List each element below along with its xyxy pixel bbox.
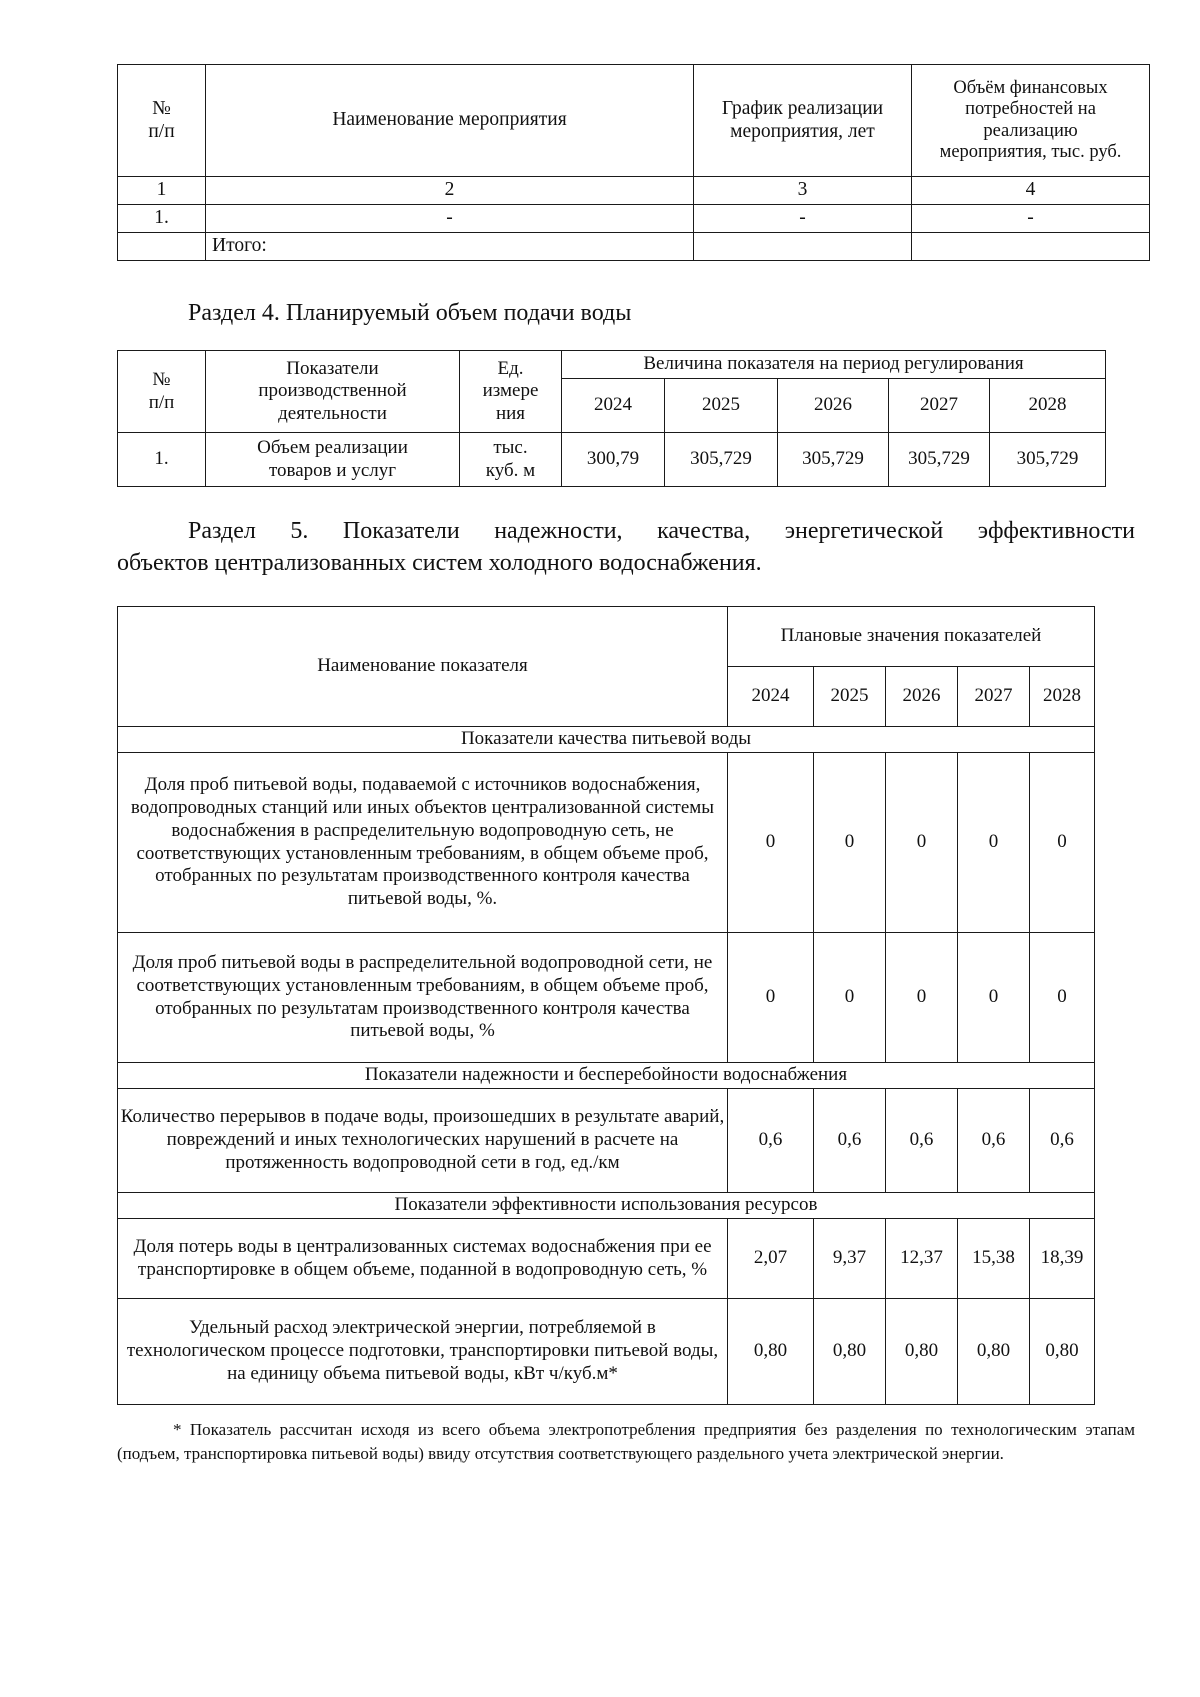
s4-value-2024: 300,79 <box>562 433 665 487</box>
s4-value-2025: 305,729 <box>665 433 778 487</box>
indicator-value: 0 <box>958 753 1030 933</box>
row-finance: - <box>912 205 1150 233</box>
indicator-name: Количество перерывов в подаче воды, произошедших в результате аварий, повреждений и иных технологических нарушений в расчете на протяженность водопроводной сети в год, ед./км <box>118 1089 728 1193</box>
table-row <box>118 1299 1095 1405</box>
indicator-value: 0,6 <box>958 1089 1030 1193</box>
indicator-value: 0 <box>728 753 814 933</box>
s4-row-indicator: Объем реализации товаров и услуг <box>206 433 460 487</box>
measures-table <box>117 64 1150 261</box>
indicator-value: 2,07 <box>728 1219 814 1299</box>
indicator-name: Доля проб питьевой воды, подаваемой с источников водоснабжения, водопроводных станций или иных объектов централизованной системы водоснабжения в распределительную водопроводную сеть, не соответствующих установленным требованиям, в общем объеме проб, отобранных по результатам производственного контроля качества питьевой воды, %. <box>118 753 728 933</box>
indicator-value: 0 <box>1030 753 1095 933</box>
group-title-reliability: Показатели надежности и бесперебойности водоснабжения <box>118 1063 1095 1089</box>
indicator-value: 12,37 <box>886 1219 958 1299</box>
s5-year-2026: 2026 <box>886 667 958 727</box>
s5-year-2024: 2024 <box>728 667 814 727</box>
indicator-value: 0,80 <box>1030 1299 1095 1405</box>
indicator-value: 0 <box>886 753 958 933</box>
indicator-value: 0 <box>958 933 1030 1063</box>
indicators-table <box>117 606 1095 1405</box>
indicator-value: 15,38 <box>958 1219 1030 1299</box>
indicator-value: 0 <box>814 933 886 1063</box>
header-schedule: График реализации мероприятия, лет <box>694 65 912 177</box>
s4-year-2026: 2026 <box>778 379 889 433</box>
indicator-value: 18,39 <box>1030 1219 1095 1299</box>
table-row <box>118 1219 1095 1299</box>
table-row <box>118 205 1150 233</box>
water-supply-table <box>117 350 1106 487</box>
table-row <box>118 933 1095 1063</box>
s4-value-2027: 305,729 <box>889 433 990 487</box>
s4-header-period: Величина показателя на период регулирования <box>562 351 1106 379</box>
s4-value-2026: 305,729 <box>778 433 889 487</box>
indicator-name: Доля потерь воды в централизованных системах водоснабжения при ее транспортировке в общем объеме, поданной в водопроводную сеть, % <box>118 1219 728 1299</box>
indicator-value: 0,80 <box>814 1299 886 1405</box>
col-number-1: 1 <box>118 177 206 205</box>
indicator-value: 0,80 <box>728 1299 814 1405</box>
total-label: Итого: <box>206 233 694 261</box>
row-num: 1. <box>118 205 206 233</box>
group-title-efficiency: Показатели эффективности использования ресурсов <box>118 1193 1095 1219</box>
indicator-value: 0,6 <box>886 1089 958 1193</box>
group-title-quality: Показатели качества питьевой воды <box>118 727 1095 753</box>
indicator-value: 0 <box>886 933 958 1063</box>
col-number-4: 4 <box>912 177 1150 205</box>
s4-year-2027: 2027 <box>889 379 990 433</box>
s5-header-name: Наименование показателя <box>118 607 728 727</box>
indicator-value: 0 <box>728 933 814 1063</box>
footnote: * Показатель рассчитан исходя из всего объема электропотребления предприятия без разделения по технологическим этапам (подъем, транспортировка питьевой воды) ввиду отсутствия соответствующего раздельного учета электрической энергии. <box>117 1420 1135 1463</box>
s4-row-num: 1. <box>118 433 206 487</box>
s4-year-2028: 2028 <box>990 379 1106 433</box>
indicator-name: Доля проб питьевой воды в распределительной водопроводной сети, не соответствующих установленным требованиям, в общем объеме проб, отобранных по результатам производственного контроля качества питьевой воды, % <box>118 933 728 1063</box>
s4-value-2028: 305,729 <box>990 433 1106 487</box>
s4-year-2025: 2025 <box>665 379 778 433</box>
total-empty <box>118 233 206 261</box>
s4-header-num: № п/п <box>118 351 206 433</box>
section-5-title-line2: объектов централизованных систем холодного водоснабжения. <box>117 549 762 576</box>
indicator-value: 9,37 <box>814 1219 886 1299</box>
header-num: № п/п <box>118 65 206 177</box>
indicator-value: 0,6 <box>1030 1089 1095 1193</box>
header-finance: Объём финансовых потребностей на реализацию мероприятия, тыс. руб. <box>912 65 1150 177</box>
row-schedule: - <box>694 205 912 233</box>
s5-year-2025: 2025 <box>814 667 886 727</box>
indicator-value: 0,80 <box>886 1299 958 1405</box>
row-measure: - <box>206 205 694 233</box>
s4-year-2024: 2024 <box>562 379 665 433</box>
s4-header-unit: Ед. измере ния <box>460 351 562 433</box>
indicator-value: 0,6 <box>728 1089 814 1193</box>
table-row <box>118 433 1106 487</box>
indicator-value: 0,6 <box>814 1089 886 1193</box>
total-schedule <box>694 233 912 261</box>
s4-header-indicator: Показатели производственной деятельности <box>206 351 460 433</box>
section-5-title <box>117 516 1135 580</box>
indicator-value: 0,80 <box>958 1299 1030 1405</box>
s4-row-unit: тыс. куб. м <box>460 433 562 487</box>
total-row <box>118 233 1150 261</box>
table-row <box>118 1089 1095 1193</box>
indicator-value: 0 <box>1030 933 1095 1063</box>
indicator-value: 0 <box>814 753 886 933</box>
s5-header-planned: Плановые значения показателей <box>728 607 1095 667</box>
header-measure-name: Наименование мероприятия <box>206 65 694 177</box>
section-4-title: Раздел 4. Планируемый объем подачи воды <box>188 300 632 326</box>
table-row <box>118 753 1095 933</box>
col-number-2: 2 <box>206 177 694 205</box>
indicator-name: Удельный расход электрической энергии, потребляемой в технологическом процессе подготовки, транспортировки питьевой воды, на единицу объема питьевой воды, кВт ч/куб.м* <box>118 1299 728 1405</box>
s5-year-2028: 2028 <box>1030 667 1095 727</box>
col-number-3: 3 <box>694 177 912 205</box>
total-finance <box>912 233 1150 261</box>
s5-year-2027: 2027 <box>958 667 1030 727</box>
section-5-title-line1: Раздел 5. Показатели надежности, качества, энергетической эффективности <box>188 518 1135 544</box>
